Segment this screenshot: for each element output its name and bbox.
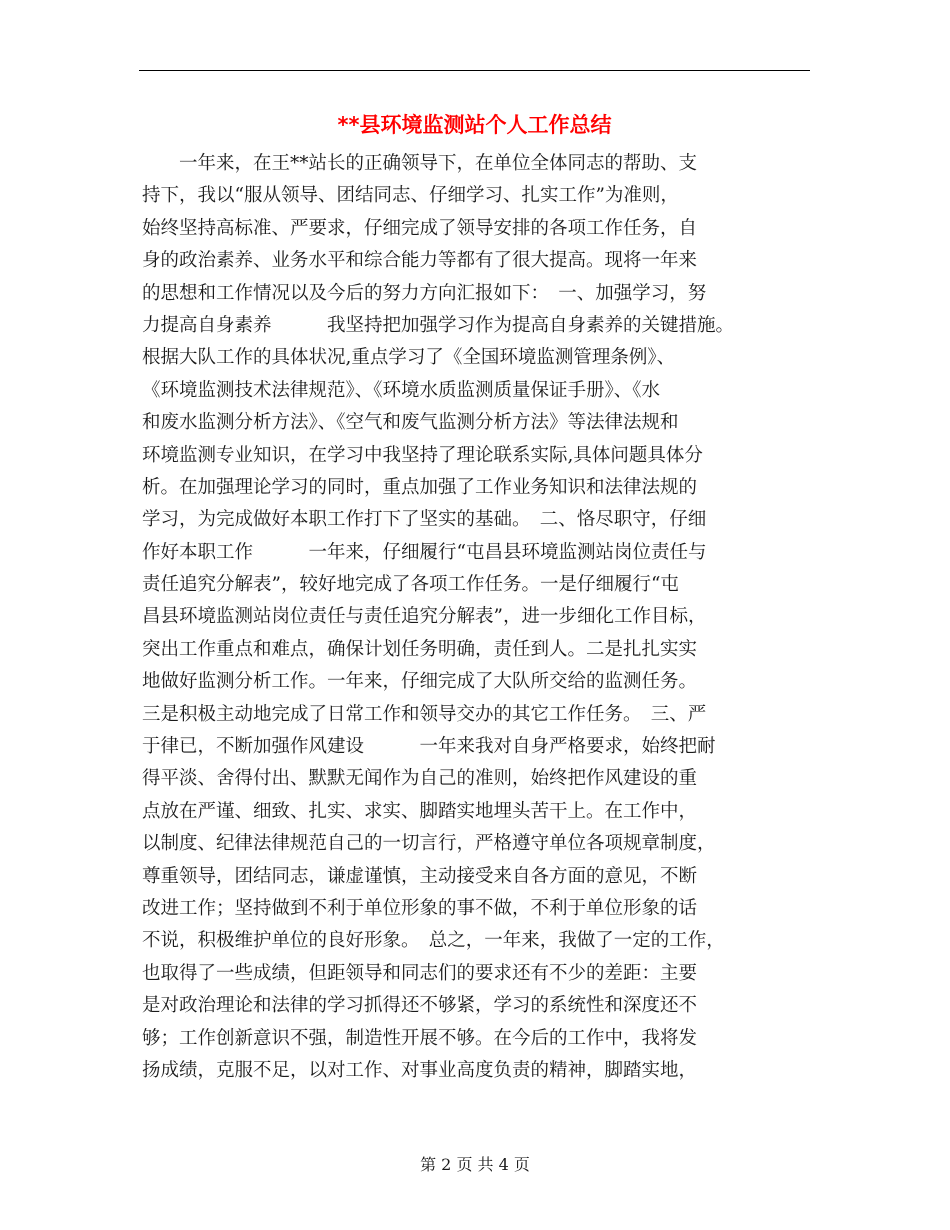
body-line: 学习，为完成做好本职工作打下了坚实的基础。 二、恪尽职守，仔细: [142, 509, 707, 531]
body-line: 得平淡、舍得付出、默默无闻作为自己的准则，始终把作风建设的重: [142, 768, 698, 790]
body-line: 始终坚持高标准、严要求，仔细完成了领导安排的各项工作任务，自: [142, 217, 698, 239]
body-line: 和废水监测分析方法》、《空气和废气监测分析方法》等法律法规和: [142, 412, 679, 434]
body-line: 突出工作重点和难点，确保计划任务明确，责任到人。二是扎扎实实: [142, 638, 698, 660]
body-line: 也取得了一些成绩，但距领导和同志们的要求还有不少的差距：主要: [142, 962, 698, 984]
body-line: 三是积极主动地完成了日常工作和领导交办的其它工作任务。 三、严: [142, 703, 707, 725]
body-line: 作好本职工作 一年来，仔细履行“屯昌县环境监测站岗位责任与: [142, 541, 707, 563]
document-body: [142, 148, 810, 1087]
body-line: 一年来，在王**站长的正确领导下，在单位全体同志的帮助、支: [142, 153, 698, 174]
document-title: **县环境监测站个人工作总结: [337, 113, 612, 137]
body-line: 改进工作；坚持做到不利于单位形象的事不做，不利于单位形象的话: [142, 897, 698, 919]
body-line: 尊重领导，团结同志，谦虚谨慎，主动接受来自各方面的意见，不断: [142, 865, 698, 887]
body-line: 不说，积极维护单位的良好形象。 总之，一年来，我做了一定的工作，: [142, 930, 725, 952]
body-line: 够；工作创新意识不强，制造性开展不够。在今后的工作中，我将发: [142, 1027, 698, 1049]
body-line: 环境监测专业知识，在学习中我坚持了理论联系实际,具体问题具体分: [142, 444, 703, 466]
page-number-footer: 第 2 页 共 4 页: [420, 1155, 530, 1174]
header-rule: [139, 70, 810, 71]
body-line: 根据大队工作的具体状况,重点学习了《全国环境监测管理条例》、: [142, 347, 676, 369]
body-line: 是对政治理论和法律的学习抓得还不够紧，学习的系统性和深度还不: [142, 995, 698, 1017]
body-line: 地做好监测分析工作。一年来，仔细完成了大队所交给的监测任务。: [142, 671, 698, 693]
body-line: 以制度、纪律法律规范自己的一切言行，严格遵守单位各项规章制度，: [142, 833, 716, 855]
body-line: 析。在加强理论学习的同时，重点加强了工作业务知识和法律法规的: [142, 476, 698, 498]
body-line: 昌县环境监测站岗位责任与责任追究分解表”，进一步细化工作目标，: [142, 606, 707, 628]
body-line: 力提高自身素养 我坚持把加强学习作为提高自身素养的关键措施。: [142, 314, 735, 336]
body-line: 身的政治素养、业务水平和综合能力等都有了很大提高。现将一年来: [142, 250, 698, 272]
body-line: 点放在严谨、细致、扎实、求实、脚踏实地埋头苦干上。在工作中，: [142, 800, 698, 822]
body-line: 扬成绩，克服不足，以对工作、对事业高度负责的精神，脚踏实地，: [142, 1059, 698, 1081]
body-line: 持下，我以“服从领导、团结同志、仔细学习、扎实工作”为准则，: [142, 185, 679, 207]
body-line: 《环境监测技术法律规范》、《环境水质监测质量保证手册》、《水: [142, 379, 661, 401]
body-line: 的思想和工作情况以及今后的努力方向汇报如下： 一、加强学习，努: [142, 282, 707, 304]
body-line: 于律已，不断加强作风建设 一年来我对自身严格要求，始终把耐: [142, 736, 716, 758]
body-line: 责任追究分解表”，较好地完成了各项工作任务。一是仔细履行“屯: [142, 574, 679, 596]
